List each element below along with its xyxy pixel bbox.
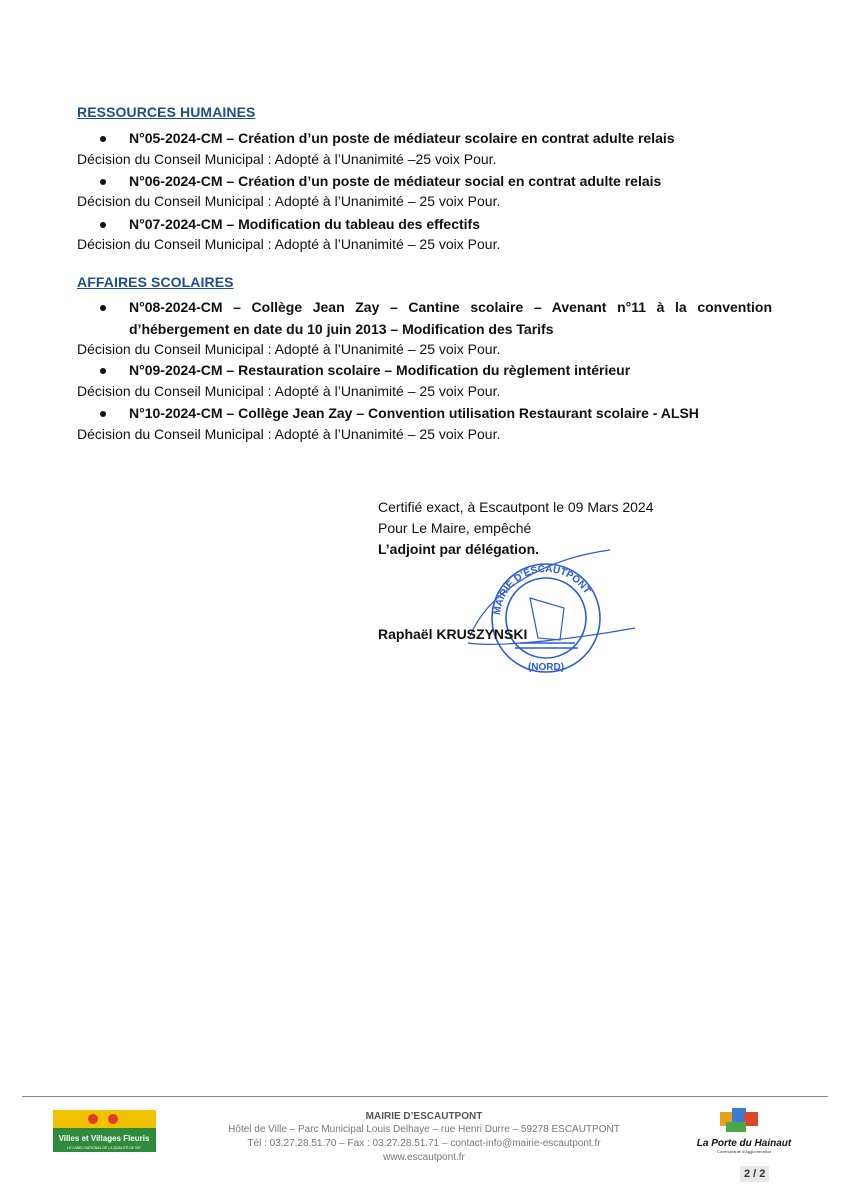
bullet-icon — [100, 136, 106, 142]
agenda-item-text: N°07-2024-CM – Modification du tableau des effectifs — [129, 216, 481, 232]
decision-text: Décision du Conseil Municipal : Adopté à l’Unanimité – 25 voix Pour. — [77, 426, 501, 442]
agenda-item-08 — [107, 296, 772, 340]
left-logo-title: Villes et Villages Fleuris — [58, 1134, 150, 1143]
right-logo-title: La Porte du Hainaut — [696, 1138, 792, 1149]
agenda-item-09 — [107, 359, 772, 381]
agenda-item-06 — [107, 170, 772, 192]
agenda-item-text: N°06-2024-CM – Création d’un poste de médiateur social en contrat adulte relais — [129, 173, 662, 189]
right-logo-sub: Communauté d’Agglomération — [716, 1149, 772, 1154]
decision-text: Décision du Conseil Municipal : Adopté à l’Unanimité – 25 voix Pour. — [77, 383, 501, 399]
decision-text: Décision du Conseil Municipal : Adopté à l’Unanimité –25 voix Pour. — [77, 151, 497, 167]
section-title-scolaires: AFFAIRES SCOLAIRES — [77, 274, 234, 290]
bullet-icon — [100, 179, 106, 185]
agenda-item-text: N°10-2024-CM – Collège Jean Zay – Convention utilisation Restaurant scolaire - ALSH — [129, 405, 699, 421]
bullet-icon — [100, 222, 106, 228]
bullet-icon — [100, 411, 106, 417]
decision-text: Décision du Conseil Municipal : Adopté à l’Unanimité – 25 voix Pour. — [77, 236, 501, 252]
municipal-stamp-icon — [460, 548, 640, 678]
certified-line: Certifié exact, à Escautpont le 09 Mars 2024 — [378, 499, 654, 515]
la-porte-du-hainaut-logo — [690, 1106, 800, 1156]
agenda-item-10 — [107, 402, 772, 424]
footer-org: MAIRIE D’ESCAUTPONT — [365, 1111, 483, 1122]
page-number: 2 / 2 — [740, 1166, 769, 1182]
agenda-item-05 — [107, 127, 772, 149]
agenda-item-text: N°05-2024-CM – Création d’un poste de médiateur scolaire en contrat adulte relais — [129, 130, 675, 146]
agenda-item-text: N°09-2024-CM – Restauration scolaire – Modification du règlement intérieur — [129, 362, 631, 378]
stamp-text-bottom: (NORD) — [527, 662, 565, 673]
footer-address: Hôtel de Ville – Parc Municipal Louis Delhaye – rue Henri Durre – 59278 ESCAUTPONT — [228, 1124, 620, 1135]
agenda-item-07 — [107, 213, 772, 235]
decision-text: Décision du Conseil Municipal : Adopté à l’Unanimité – 25 voix Pour. — [77, 341, 501, 357]
left-logo-sub: LE LABEL NATIONAL DE LA QUALITÉ DE VIE — [67, 1146, 141, 1150]
footer-website[interactable]: www.escautpont.fr — [383, 1152, 465, 1163]
signatory-name: Raphaël KRUSZYNSKI — [378, 626, 528, 642]
bullet-icon — [100, 305, 106, 311]
footer-divider — [22, 1096, 828, 1097]
section-title-rh: RESSOURCES HUMAINES — [77, 104, 256, 120]
deputy-line: L’adjoint par délégation. — [378, 541, 540, 557]
agenda-item-text: N°08-2024-CM – Collège Jean Zay – Cantine scolaire – Avenant n°11 à la convention d’hébergement en date du 10 juin 2013 – Modification des Tarifs — [129, 299, 772, 337]
stamp-text-top: MAIRIE D’ESCAUTPONT — [491, 563, 593, 616]
decision-text: Décision du Conseil Municipal : Adopté à l’Unanimité – 25 voix Pour. — [77, 193, 501, 209]
bullet-icon — [100, 368, 106, 374]
footer-contact: Tél : 03.27.28.51.70 – Fax : 03.27.28.51.71 – contact-info@mairie-escautpont.fr — [247, 1138, 601, 1149]
for-mayor-line: Pour Le Maire, empêché — [378, 520, 532, 536]
